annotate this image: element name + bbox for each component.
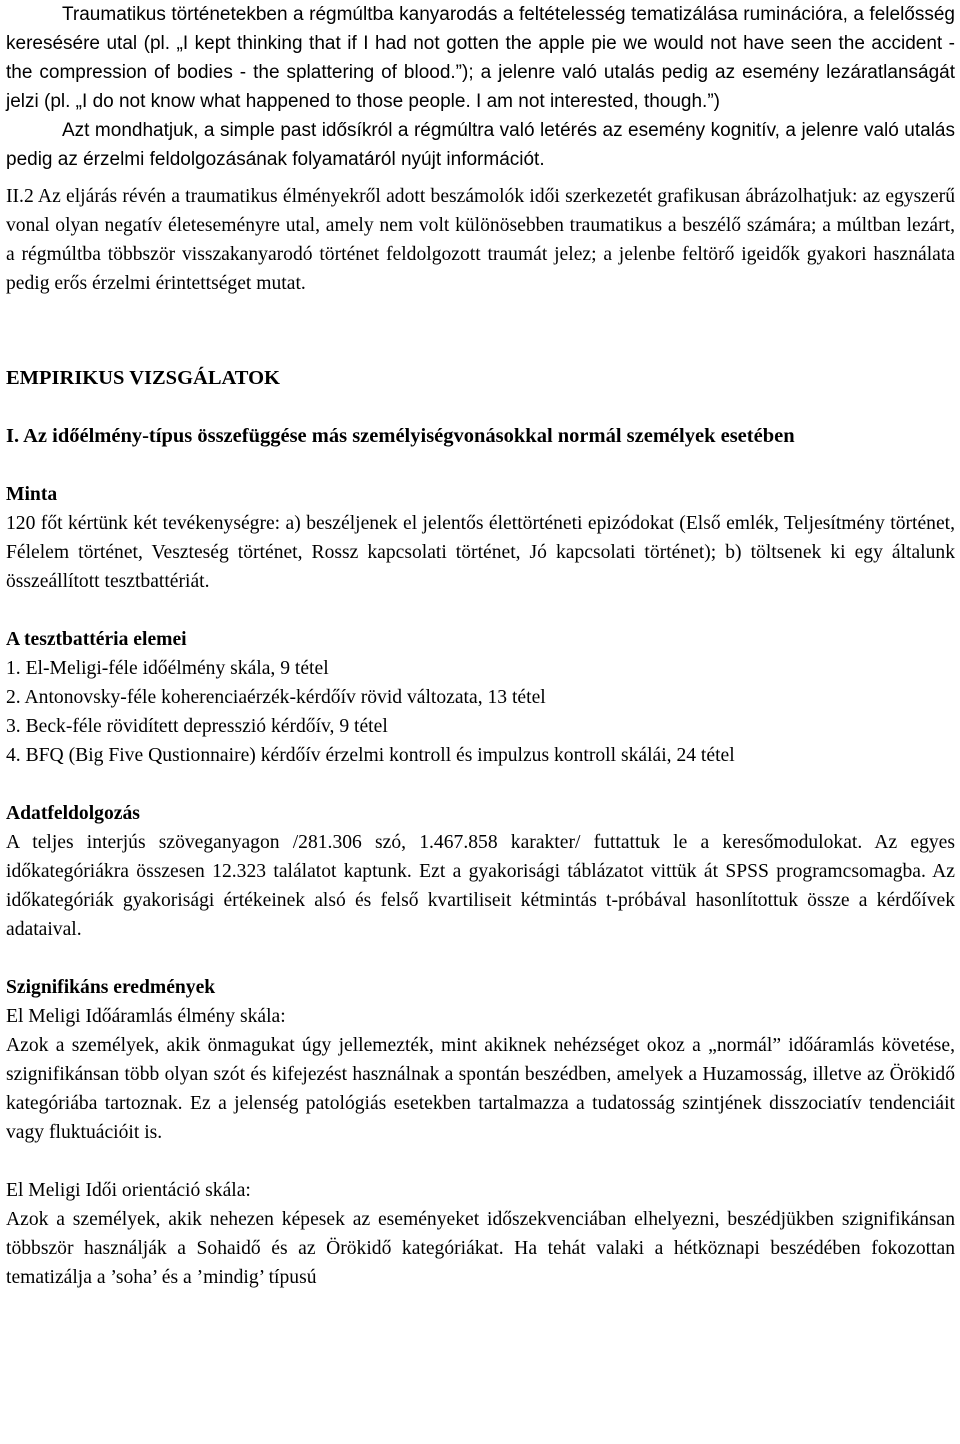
paragraph-trauma-examples: Traumatikus történetekben a régmúltba kanyarodás a feltételesség tematizálása ruminációra, a felelősség keresésére utal (pl. „I kept thinking that if I had not gotten the apple pie we would not have seen the accident - the compression of bodies - the splattering of blood.”); a jelenre való utalás pedig az esemény lezáratlanságát jelzi (pl. „I do not know what happened to those people. I am not interested, though.”) xyxy=(6,4,955,112)
results-text-orientacio: Azok a személyek, akik nehezen képesek az eseményeket időszekvenciában elhelyezni, beszédjükben szignifikánsan többször használják a Sohaidő és az Örökidő kategóriákat. Ha tehát valaki a hétköznapi beszédében fokozottan tematizálja a ’soha’ és a ’mindig’ típusú xyxy=(6,1209,955,1288)
document-page xyxy=(6,0,955,1292)
results-text-idoaramlas: Azok a személyek, akik önmagukat úgy jellemezték, mint akiknek nehézséget okoz a „normál” időáramlás követése, szignifikánsan több olyan szót és kifejezést használnak a spontán beszédben, amelyek a Huzamosság, illetve az Örökidő kategóriába tartoznak. Ez a jelenség patológiás esetekben tartalmazza a tudatosság szintjének disszociatív tendenciáit vagy fluktuációit is. xyxy=(6,1035,955,1143)
paragraph-summary: Azt mondhatjuk, a simple past idősíkról a régmúltra való letérés az esemény kognitív, a jelenre való utalás pedig az érzelmi feldolgozásának folyamatáról nyújt információt. xyxy=(6,120,955,170)
heading-minta: Minta xyxy=(6,484,58,505)
results-label-idoaramlas: El Meligi Időáramlás élmény skála: xyxy=(6,1006,286,1027)
heading-szignifikans: Szignifikáns eredmények xyxy=(6,977,216,998)
heading-empirikus: EMPIRIKUS VIZSGÁLATOK xyxy=(6,367,280,389)
list-item: 4. BFQ (Big Five Qustionnaire) kérdőív érzelmi kontroll és impulzus kontroll skálái, 24 tétel xyxy=(6,745,735,766)
list-item: 1. El-Meligi-féle időélmény skála, 9 tétel xyxy=(6,658,329,679)
paragraph-adatfeldolgozas: A teljes interjús szöveganyagon /281.306 szó, 1.467.858 karakter/ futtattuk le a keresőmodulokat. Az egyes időkategóriákra összesen 12.323 találatot kaptunk. Ezt a gyakorisági táblázatot vittük át SPSS programcsomagba. Az időkategóriák gyakorisági értékeinek alsó és felső kvartiliseit kétmintás t-próbával hasonlítottuk össze a kérdőívek adataival. xyxy=(6,832,955,940)
list-item: 3. Beck-féle rövidített depresszió kérdőív, 9 tétel xyxy=(6,716,388,737)
heading-tesztbatteria: A tesztbattéria elemei xyxy=(6,629,187,650)
list-item: 2. Antonovsky-féle koherenciaérzék-kérdőív rövid változata, 13 tétel xyxy=(6,687,546,708)
heading-section-i: I. Az időélmény-típus összefüggése más személyiségvonásokkal normál személyek esetében xyxy=(6,425,795,447)
heading-adatfeldolgozas: Adatfeldolgozás xyxy=(6,803,140,824)
paragraph-section-ii2: II.2 Az eljárás révén a traumatikus élményekről adott beszámolók idői szerkezetét grafikusan ábrázolhatjuk: az egyszerű vonal olyan negatív életeseményre utal, amely nem volt különösebben traumatikus a beszélő számára; a múltban lezárt, a régmúltba többször visszakanyarodó történet feldolgozott traumát jelez; a jelenbe feltörő igeidők gyakori használata pedig erős érzelmi érintettséget mutat. xyxy=(6,186,955,294)
paragraph-minta: 120 főt kértünk két tevékenységre: a) beszéljenek el jelentős élettörténeti epizódokat (Első emlék, Teljesítmény történet, Félelem történet, Veszteség történet, Rossz kapcsolati történet, Jó kapcsolati történet); b) töltsenek ki egy általunk összeállított tesztbattériát. xyxy=(6,513,955,592)
results-label-orientacio: El Meligi Idői orientáció skála: xyxy=(6,1180,251,1201)
